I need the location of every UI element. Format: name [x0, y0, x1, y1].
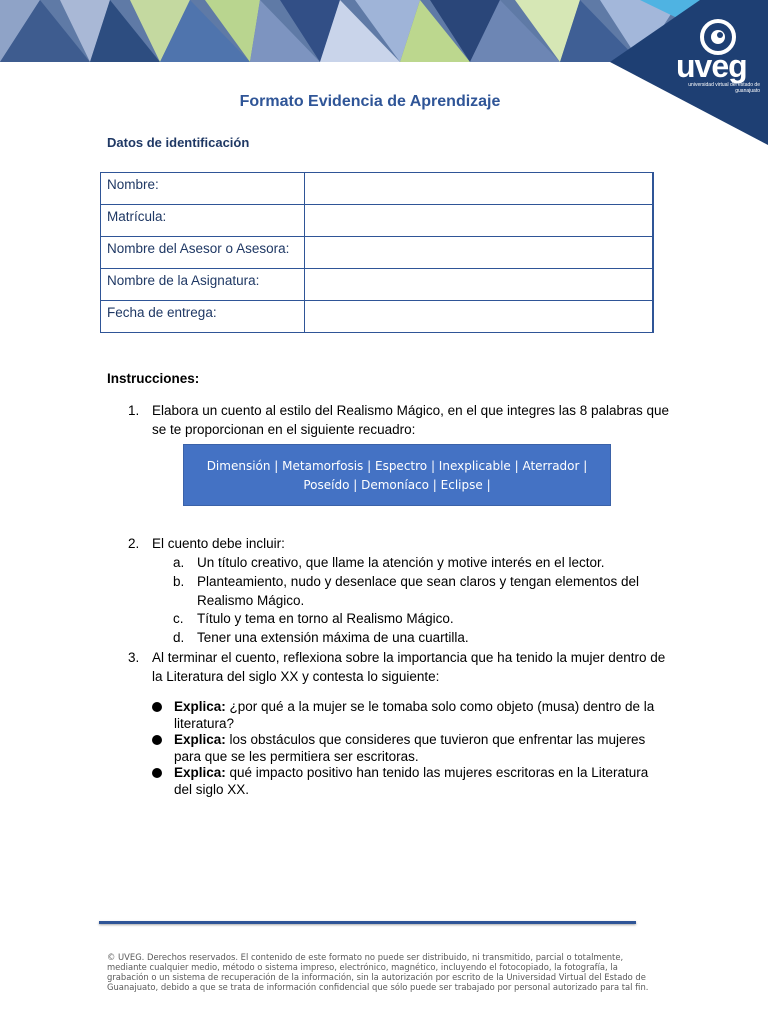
step-number: 3.	[128, 650, 140, 665]
copyright-footer: © UVEG. Derechos reservados. El contenido de este formato no puede ser distribuido, ni transmitido, parcial o totalmente, mediante cualquier medio, método o sistema impreso, electrónico, magnético, incluyendo el fotocopiado, la fotografía, la grabación o un sistema de recuperación de la información, sin la autorización por escrito de la Universidad Virtual del Estado de Guanajuato, debido a que se trata de información confidencial que sólo puede ser trabajado por personal autorizado para tal fin.	[107, 952, 649, 992]
step-number: 2.	[128, 536, 140, 551]
field-label: Matrícula:	[101, 205, 305, 237]
step-text: Elabora un cuento al estilo del Realismo Mágico, en el que integres las 8 palabras que se te proporcionan en el siguiente recuadro:	[152, 403, 670, 437]
bullet-bold: Explica:	[174, 699, 226, 714]
item-text: Tener una extensión máxima de una cuartilla.	[197, 630, 469, 645]
bullet-bold: Explica:	[174, 732, 226, 747]
word-list-box	[183, 444, 611, 506]
field-label: Fecha de entrega:	[101, 301, 305, 333]
item-text: Planteamiento, nudo y desenlace que sean claros y tengan elementos del Realismo Mágico.	[197, 574, 640, 608]
item-letter: d.	[173, 630, 185, 645]
name-field[interactable]	[305, 173, 654, 205]
step-text: Al terminar el cuento, reflexiona sobre la importancia que ha tenido la mujer dentro de la Literatura del siglo XX y contesta lo siguiente:	[152, 650, 666, 684]
instructions-heading: Instrucciones:	[107, 371, 200, 386]
logo-wordmark: uveg	[676, 48, 747, 84]
bullet-icon	[152, 768, 162, 778]
list-item	[174, 765, 664, 798]
page-title: Formato Evidencia de Aprendizaje	[239, 93, 501, 110]
item-text: Un título creativo, que llame la atención y motive interés en el lector.	[197, 555, 605, 570]
instruction-step-3	[128, 649, 672, 686]
list-item	[173, 610, 667, 629]
list-item	[173, 629, 667, 648]
field-label: Nombre del Asesor o Asesora:	[101, 237, 305, 269]
advisor-field[interactable]	[305, 237, 654, 269]
footer-divider	[99, 921, 636, 924]
bullet-bold: Explica:	[174, 765, 226, 780]
list-item	[174, 732, 664, 765]
table-row	[101, 173, 654, 205]
table-row	[101, 237, 654, 269]
section-heading: Datos de identificación	[107, 135, 250, 150]
list-item	[173, 573, 667, 610]
bullet-icon	[152, 735, 162, 745]
item-letter: b.	[173, 574, 185, 589]
step-text: El cuento debe incluir:	[152, 536, 285, 551]
word-list-line: Poseído | Demoníaco | Eclipse |	[303, 478, 491, 492]
enrollment-field[interactable]	[305, 205, 654, 237]
list-item	[174, 699, 664, 732]
instruction-step-2	[128, 535, 672, 554]
word-list-line: Dimensión | Metamorfosis | Espectro | Inexplicable | Aterrador |	[206, 459, 588, 473]
header-banner	[0, 0, 768, 145]
item-letter: c.	[173, 611, 184, 626]
item-text: Título y tema en torno al Realismo Mágico.	[197, 611, 454, 626]
bullet-text: los obstáculos que consideres que tuvieron que enfrentar las mujeres para que se les permitiera ser escritoras.	[174, 732, 646, 764]
identification-table	[100, 172, 654, 333]
step-number: 1.	[128, 403, 140, 418]
logo-subtitle: universidad virtual del estado de guanajuato	[688, 82, 760, 94]
table-row	[101, 205, 654, 237]
item-letter: a.	[173, 555, 185, 570]
delivery-date-field[interactable]	[305, 301, 654, 333]
bullet-text: qué impacto positivo han tenido las mujeres escritoras en la Literatura del siglo XX.	[174, 765, 649, 797]
table-row	[101, 269, 654, 301]
bullet-icon	[152, 702, 162, 712]
instruction-step-1	[128, 402, 672, 439]
field-label: Nombre de la Asignatura:	[101, 269, 305, 301]
table-row	[101, 301, 654, 333]
subject-field[interactable]	[305, 269, 654, 301]
bullet-text: ¿por qué a la mujer se le tomaba solo como objeto (musa) dentro de la literatura?	[174, 699, 655, 731]
list-item	[173, 554, 667, 573]
field-label: Nombre:	[101, 173, 305, 205]
